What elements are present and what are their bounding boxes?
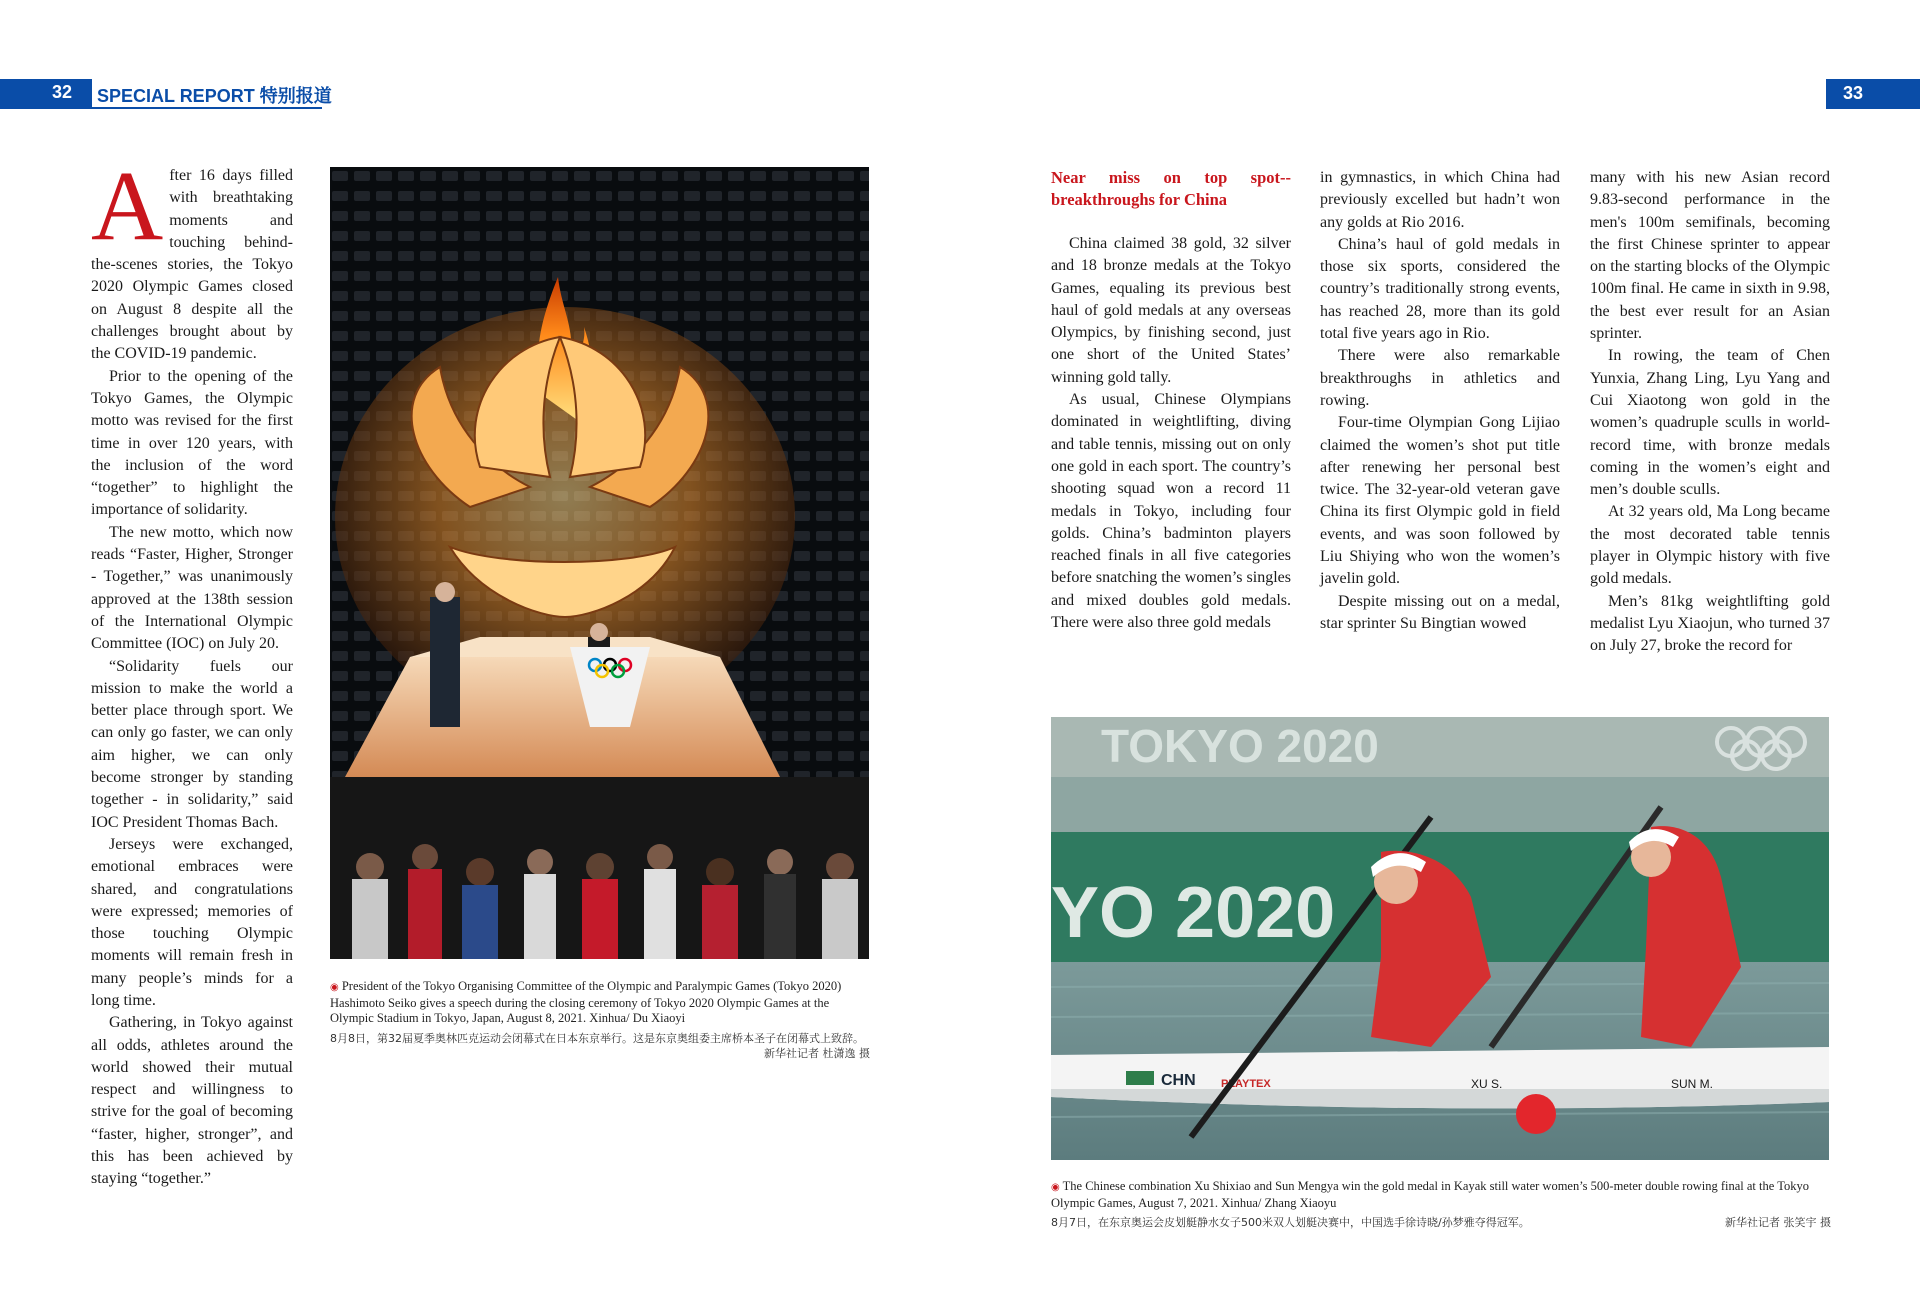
athlete1-label: XU S. [1471,1077,1503,1091]
caption-camera-icon: ◉ [330,982,339,993]
photo1-credit-cn: 新华社记者 杜潇逸 摄 [764,1047,870,1060]
paragraph: many with his new Asian record 9.83-second performance in the men's 100m semifinals, becoming the first Chinese sprinter to appear on the starting blocks of the Olympic 100m final. He came in sixth in 9.98, the best ever result for an Asian sprinter. [1590,169,1830,343]
boat-sponsor: PLAYTEX [1221,1078,1271,1090]
right-page-number: 33 [1843,83,1864,103]
photo2-caption-cn-block [1051,1215,1831,1230]
photo2-caption [1051,1179,1831,1211]
paragraph: As usual, Chinese Olympians dominated in weightlifting, diving and table tennis, missing out on only one gold in each sport. The country’s shooting squad won a record 11 medals in Tokyo, including four golds. China’s badminton players reached finals in all five categories before snatching the women’s singles and mixed doubles gold medals. There were also three gold medals [1051,391,1291,632]
paragraph: Men’s 81kg weightlifting gold medalist Lyu Xiaojun, who turned 37 on July 27, broke the record for [1590,592,1830,655]
paragraph: Four-time Olympian Gong Lijiao claimed the women’s shot put title after renewing her personal best twice. The 32-year-old veteran gave China its first Olympic gold in field events, and was soon followed by Liu Shiying who won the women’s javelin gold. [1320,414,1560,588]
paragraph: Despite missing out on a medal, star sprinter Su Bingtian wowed [1320,592,1560,632]
header-rule [0,107,322,109]
canoe-photo [1051,717,1829,1160]
caption-camera-icon: ◉ [1051,1182,1060,1193]
paragraph: in gymnastics, in which China had previously excelled but hadn’t won any golds at Rio 2016. [1320,169,1560,231]
paragraph: Prior to the opening of the Tokyo Games, the Olympic motto was revised for the first time in over 120 years, with the inclusion of the word “together” to highlight the importance of solidarity. [91,367,293,519]
paragraph: The new motto, which now reads “Faster, Higher, Stronger - Together,” was unanimously approved at the 138th session of the International Olympic Committee (IOC) on July 20. [91,523,293,653]
paragraph: At 32 years old, Ma Long became the most decorated table tennis player in Olympic history with five gold medals. [1590,503,1830,588]
paragraph: China claimed 38 gold, 32 silver and 18 bronze medals at the Tokyo Games, equaling its previous best haul of gold medals at any overseas Olympics, by finishing second, just one short of the United States’ winning gold tally. [1051,235,1291,386]
photo1-caption-en: President of the Tokyo Organising Committee of the Olympic and Paralympic Games (Tokyo 2020) Hashimoto Seiko gives a speech during the closing ceremony of Tokyo 2020 Olympic Games at the Olympic Stadium in Tokyo, Japan, August 8, 2021. Xinhua/ Du Xiaoyi [330,979,842,1025]
boat-country: CHN [1161,1072,1196,1089]
paragraph: Jerseys were exchanged, emotional embraces were shared, and congratulations were expressed; memories of those touching Olympic moments will remain fresh in many people’s minds for a long time. [91,835,293,1009]
photo2-caption-en: The Chinese combination Xu Shixiao and Sun Mengya win the gold medal in Kayak still water women’s 500-meter double rowing final at the Tokyo Olympic Games, August 7, 2021. Xinhua/ Zhang Xiaoyu [1051,1179,1809,1210]
header-right [1826,79,1920,109]
closing-ceremony-photo [330,167,869,959]
left-page-number: 32 [52,82,73,102]
page-number-box [0,79,92,107]
paragraph: “Solidarity fuels our mission to make the world a better place through sport. We can only go faster, we can only aim higher, we can only become stronger by standing together - in solidarity,” said IOC President Thomas Bach. [91,657,293,831]
paragraph: After 16 days filled with breathtaking moments and touching behind-the-scenes stories, the Tokyo 2020 Olympic Games closed on August 8 despite all the challenges brought about by the COVID-19 pandemic. [91,150,293,363]
paragraph: There were also remarkable breakthroughs in athletics and rowing. [1320,347,1560,409]
photo2-credit-cn: 新华社记者 张笑宇 摄 [1725,1216,1831,1229]
wall-text: YO 2020 [1051,873,1336,953]
section-title: SPECIAL REPORT 特别报道 [97,86,332,106]
paragraph: Gathering, in Tokyo against all odds, athletes around the world showed their mutual respect and willingness to strive for the goal of becoming “faster, higher, stronger”, and this has been achieved by staying “together.” [91,1014,293,1188]
header-left [0,79,332,109]
photo1-caption-cn: 8月8日，第32届夏季奥林匹克运动会闭幕式在日本东京举行。这是东京奥组委主席桥本圣子在闭幕式上致辞。 [330,1032,864,1045]
right-text-column-2 [1320,167,1560,635]
left-text-column [91,150,293,1191]
right-text-column-3 [1590,167,1830,658]
photo2-caption-cn: 8月7日，在东京奥运会皮划艇静水女子500米双人划艇决赛中，中国选手徐诗晓/孙梦雅夺得冠军。 [1051,1216,1530,1229]
photo1-caption-cn-block [330,1031,870,1061]
subhead: Near miss on top spot--breakthroughs for China [1051,168,1291,209]
paragraph: In rowing, the team of Chen Yunxia, Zhang Ling, Lyu Yang and Cui Xiaotong won gold in the women’s quadruple sculls in world-record time, with bronze medals coming in the women’s eight and men’s double sculls. [1590,347,1830,499]
drop-cap: A [91,150,164,261]
athlete2-label: SUN M. [1671,1077,1713,1091]
photo1-caption [330,979,870,1027]
paragraph: China’s haul of gold medals in those six sports, considered the country’s traditionally strong events, has reached 28, more than its gold total five years ago in Rio. [1320,235,1560,343]
banner-text: TOKYO 2020 [1101,720,1379,772]
right-text-column-1 [1051,167,1291,634]
